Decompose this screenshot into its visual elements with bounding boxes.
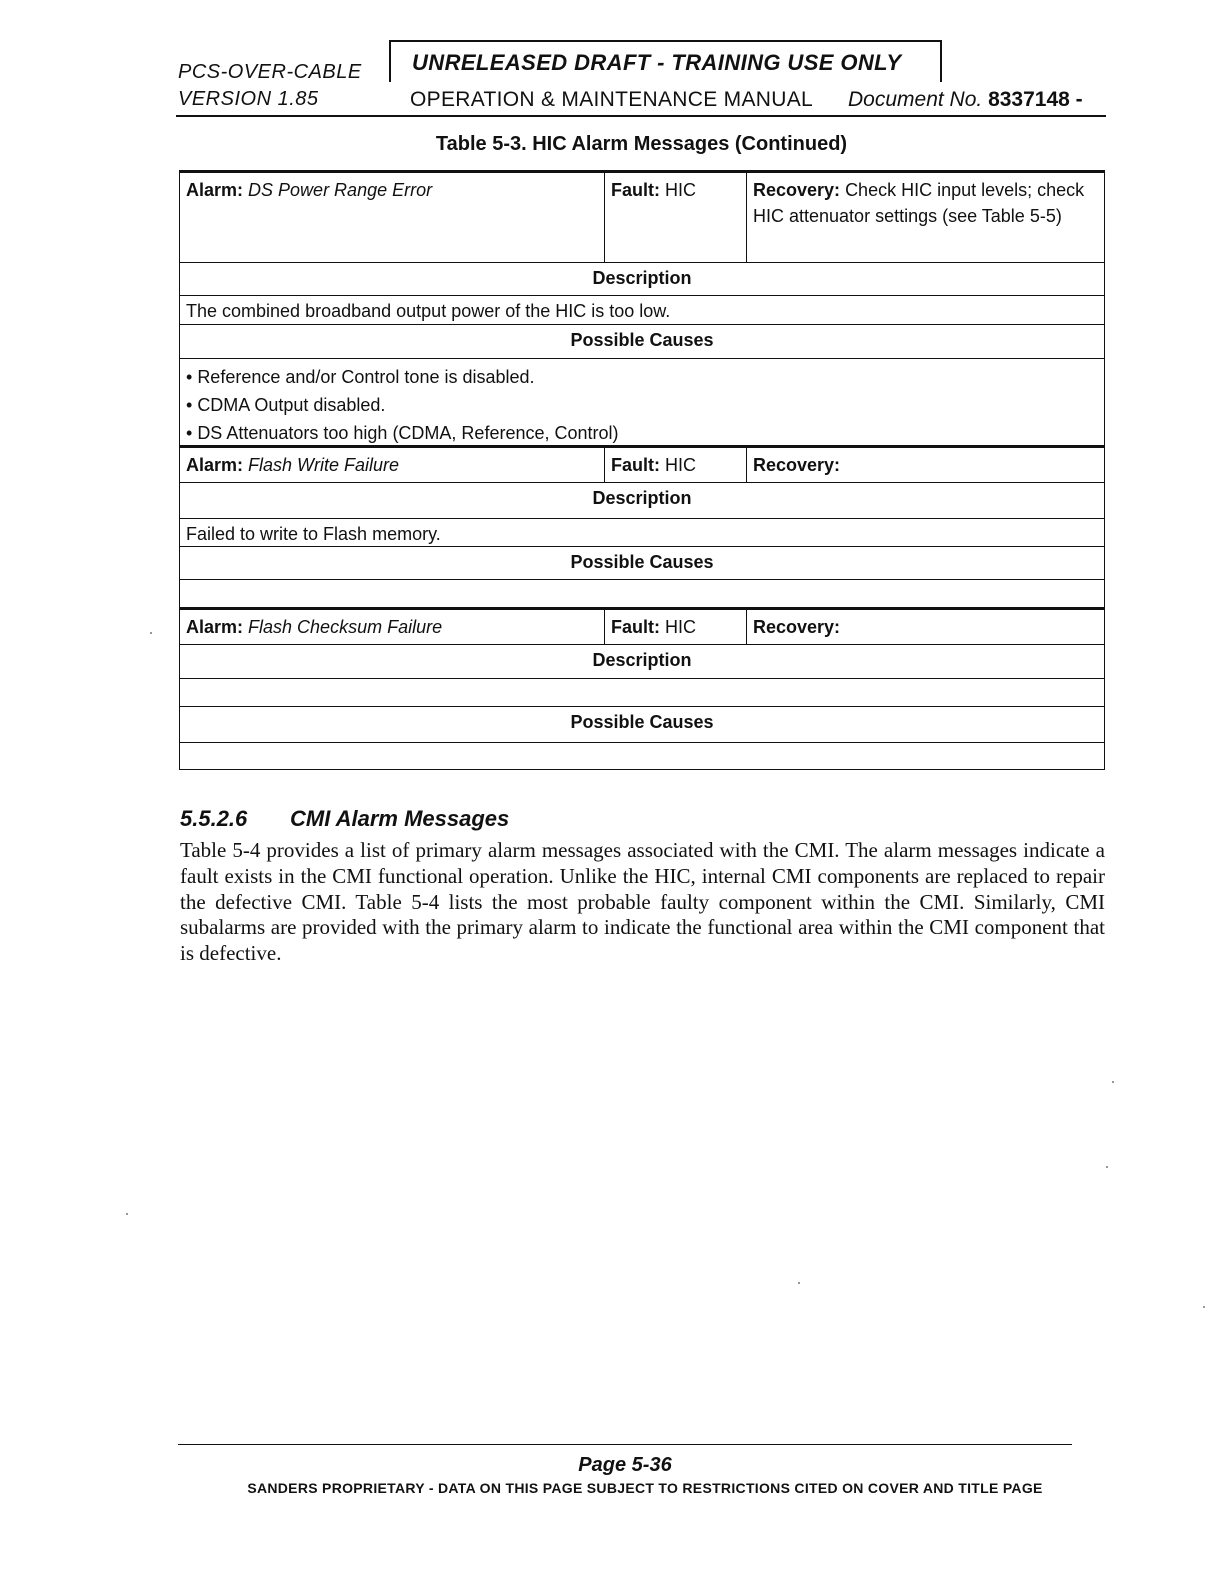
recovery-cell	[747, 610, 1104, 644]
alarm-row	[180, 448, 1104, 483]
version-label: VERSION 1.85	[178, 88, 319, 110]
causes-list	[180, 743, 1104, 769]
fault-label: Fault:	[611, 180, 660, 200]
cause-item: • DS Attenuators too high (CDMA, Reference, Control)	[186, 423, 619, 443]
section-number: 5.5.2.6	[180, 806, 248, 831]
document-number-label: Document No.	[848, 88, 983, 111]
description-text: The combined broadband output power of the HIC is too low.	[186, 301, 671, 321]
section-title: CMI Alarm Messages	[290, 806, 510, 831]
fault-value: HIC	[665, 617, 697, 637]
description-header: Description	[592, 650, 692, 670]
scan-speck	[1106, 1166, 1108, 1168]
alarm-table	[179, 170, 1105, 770]
causes-list	[180, 580, 1104, 607]
causes-header-row	[180, 325, 1104, 359]
footer-rule	[178, 1444, 1072, 1445]
alarm-row	[180, 173, 1104, 263]
page-number: Page 5-36	[578, 1454, 672, 1476]
document-number	[848, 88, 1083, 112]
description-header-row	[180, 645, 1104, 679]
causes-row	[180, 580, 1104, 610]
recovery-label: Recovery:	[753, 617, 841, 637]
description-row	[180, 296, 1104, 325]
alarm-label: Alarm:	[186, 617, 244, 637]
causes-header: Possible Causes	[570, 712, 714, 732]
alarm-label: Alarm:	[186, 180, 244, 200]
fault-value: HIC	[665, 180, 697, 200]
cause-item: • Reference and/or Control tone is disabled.	[186, 367, 535, 387]
proprietary-notice: SANDERS PROPRIETARY - DATA ON THIS PAGE SUBJECT TO RESTRICTIONS CITED ON COVER AND TITLE PAGE	[247, 1480, 1043, 1496]
header-rule	[176, 115, 1106, 117]
causes-header: Possible Causes	[570, 330, 714, 350]
fault-label: Fault:	[611, 617, 660, 637]
draft-banner: UNRELEASED DRAFT - TRAINING USE ONLY	[412, 50, 902, 75]
fault-cell	[605, 173, 747, 262]
scan-speck	[150, 632, 152, 634]
fault-cell	[605, 448, 747, 482]
causes-header: Possible Causes	[570, 552, 714, 572]
description-header-row	[180, 263, 1104, 296]
description-text	[180, 679, 1104, 706]
scan-speck	[1112, 1081, 1114, 1083]
alarm-name: DS Power Range Error	[248, 180, 433, 200]
alarm-cell	[180, 173, 605, 262]
recovery-cell	[747, 173, 1104, 262]
causes-list	[180, 359, 1104, 445]
description-header-row	[180, 483, 1104, 519]
description-header: Description	[592, 488, 692, 508]
alarm-name: Flash Checksum Failure	[248, 617, 443, 637]
causes-row	[180, 359, 1104, 448]
scan-speck	[798, 1282, 800, 1284]
fault-cell	[605, 610, 747, 644]
scan-speck	[1203, 1306, 1205, 1308]
causes-header-row	[180, 707, 1104, 743]
table-title: Table 5-3. HIC Alarm Messages (Continued)	[435, 133, 848, 155]
recovery-label: Recovery:	[753, 180, 841, 200]
fault-value: HIC	[665, 455, 697, 475]
alarm-cell	[180, 448, 605, 482]
section-body: Table 5-4 provides a list of primary alarm messages associated with the CMI. The alarm messages indicate a fault exists in the CMI functional operation. Unlike the HIC, internal CMI components are replaced to repair the defective CMI. Table 5-4 lists the most probable faulty component within the CMI. Similarly, CMI subalarms are provided with the primary alarm to indicate the functional area within the CMI component that is defective.	[180, 838, 1105, 966]
description-row	[180, 679, 1104, 707]
description-header: Description	[592, 268, 692, 288]
alarm-cell	[180, 610, 605, 644]
product-name: PCS-OVER-CABLE	[178, 61, 362, 83]
fault-label: Fault:	[611, 455, 660, 475]
alarm-row	[180, 610, 1104, 645]
description-text: Failed to write to Flash memory.	[186, 524, 441, 544]
description-row	[180, 519, 1104, 547]
manual-title: OPERATION & MAINTENANCE MANUAL	[410, 88, 813, 111]
scan-speck	[126, 1213, 128, 1215]
causes-header-row	[180, 547, 1104, 580]
recovery-label: Recovery:	[753, 455, 841, 475]
alarm-label: Alarm:	[186, 455, 244, 475]
alarm-name: Flash Write Failure	[248, 455, 400, 475]
recovery-cell	[747, 448, 1104, 482]
document-number-value: 8337148 -	[988, 88, 1083, 111]
recovery-value: Check HIC input levels; check HIC attenuator settings (see Table 5-5)	[753, 180, 1085, 226]
causes-row	[180, 743, 1104, 770]
section-heading	[180, 806, 509, 832]
cause-item: • CDMA Output disabled.	[186, 395, 386, 415]
